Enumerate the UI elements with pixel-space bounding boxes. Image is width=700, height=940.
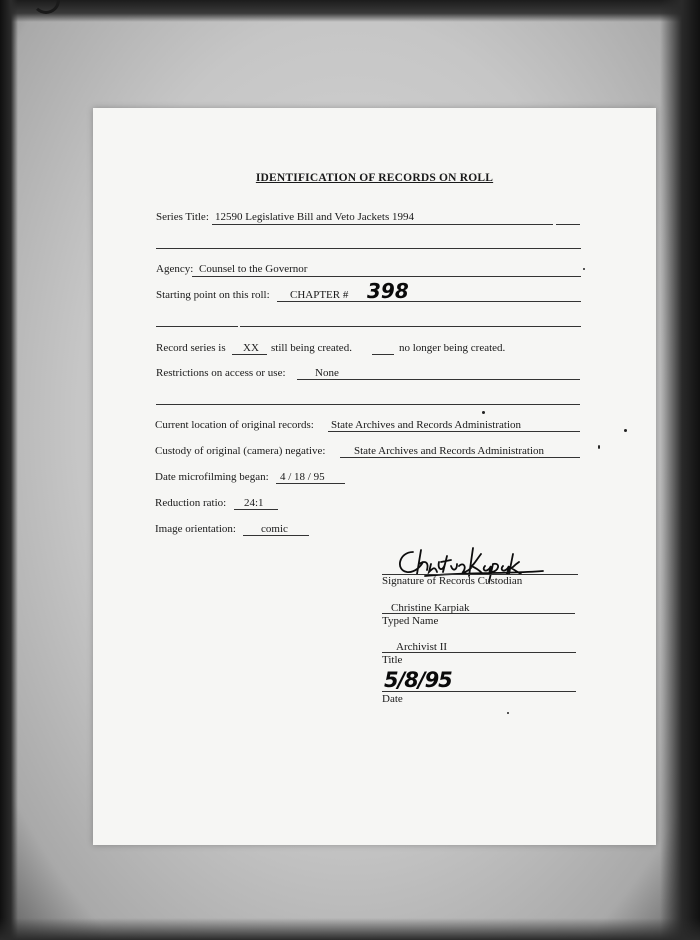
current-location-line — [328, 431, 580, 432]
film-speck — [482, 411, 485, 414]
series-title-line — [212, 224, 553, 225]
series-title-label: Series Title: — [156, 211, 209, 223]
custody-value: State Archives and Records Administration — [354, 445, 545, 457]
series-title-value: 12590 Legislative Bill and Veto Jackets 1994 — [215, 211, 414, 223]
form-title: IDENTIFICATION OF RECORDS ON ROLL — [255, 172, 494, 184]
starting-point-value: CHAPTER # — [290, 289, 349, 301]
film-edge-bottom — [0, 918, 700, 940]
agency-label: Agency: — [156, 263, 194, 275]
title-line — [382, 652, 576, 653]
date-line — [382, 691, 576, 692]
title-value: Archivist II — [396, 641, 448, 653]
signature-label: Signature of Records Custodian — [382, 575, 523, 587]
restrictions-value: None — [315, 367, 339, 379]
starting-point-handwritten: 398 — [367, 279, 409, 303]
starting-point-label: Starting point on this roll: — [156, 289, 270, 301]
date-began-label: Date microfilming began: — [155, 471, 269, 483]
current-location-label: Current location of original records: — [155, 419, 314, 431]
starting-point-line-2a — [156, 326, 238, 327]
starting-point-line — [277, 301, 581, 302]
reduction-ratio-line — [234, 509, 278, 510]
film-speck — [624, 429, 627, 432]
image-orientation-label: Image orientation: — [155, 523, 236, 535]
restrictions-label: Restrictions on access or use: — [156, 367, 286, 379]
date-began-value: 4 / 18 / 95 — [280, 471, 325, 483]
reduction-ratio-value: 24:1 — [244, 497, 264, 509]
current-location-value: State Archives and Records Administration — [331, 419, 522, 431]
custody-line — [340, 457, 580, 458]
record-series-still-text: still being created. — [271, 342, 352, 354]
film-edge-left — [0, 0, 18, 940]
restrictions-line — [297, 379, 580, 380]
film-speck — [598, 445, 600, 449]
record-series-creating-mark: XX — [243, 342, 259, 354]
agency-value: Counsel to the Governor — [199, 263, 308, 275]
record-series-creating-line — [232, 354, 267, 355]
starting-point-line-2b — [240, 326, 581, 327]
record-series-no-longer-line — [372, 354, 394, 355]
custody-label: Custody of original (camera) negative: — [155, 445, 326, 457]
image-orientation-value: comic — [261, 523, 288, 535]
title-label: Title — [382, 654, 403, 666]
film-speck — [507, 712, 509, 714]
agency-line — [192, 276, 581, 277]
record-series-label: Record series is — [156, 342, 226, 354]
typed-name-value: Christine Karpiak — [391, 602, 470, 614]
date-began-line — [276, 483, 345, 484]
film-edge-top — [0, 0, 700, 22]
reduction-ratio-label: Reduction ratio: — [155, 497, 227, 509]
film-edge-right — [660, 0, 700, 940]
form-page — [93, 108, 656, 845]
film-speck — [583, 268, 585, 270]
typed-name-line — [382, 613, 575, 614]
date-handwritten: 5/8/95 — [384, 668, 452, 692]
series-title-line-end — [556, 224, 580, 225]
series-title-line-2 — [156, 248, 581, 249]
record-series-no-longer-text: no longer being created. — [399, 342, 506, 354]
image-orientation-line — [243, 535, 309, 536]
typed-name-label: Typed Name — [382, 615, 439, 627]
restrictions-line-2 — [156, 404, 580, 405]
date-label: Date — [382, 693, 403, 705]
